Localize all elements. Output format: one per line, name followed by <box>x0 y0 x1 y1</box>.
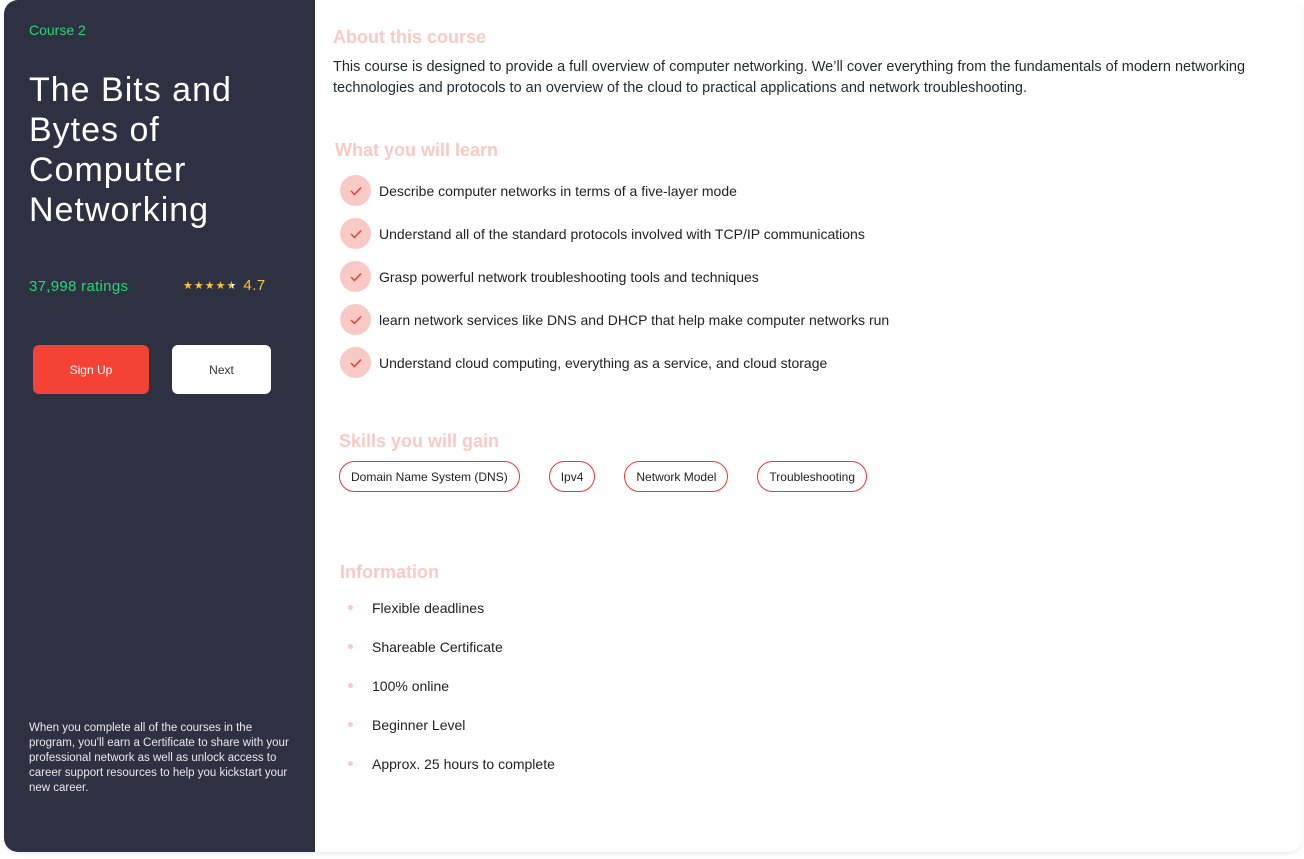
skills-title: Skills you will gain <box>339 431 500 451</box>
learn-item <box>340 212 889 255</box>
check-icon <box>340 218 371 249</box>
course-title: The Bits and Bytes of Computer Networking <box>29 71 232 229</box>
info-item <box>348 744 555 783</box>
about-title: About this course <box>333 27 487 47</box>
info-item <box>348 588 555 627</box>
learn-list <box>340 169 889 384</box>
check-icon <box>340 304 371 335</box>
bullet-icon <box>348 722 353 727</box>
course-sidebar <box>4 0 315 852</box>
check-icon <box>340 175 371 206</box>
about-text: This course is designed to provide a full overview of computer networking. We’ll cover everything from the fundamentals of modern networking technologies and protocols to an overview of the cloud to practical applications and network troubleshooting. <box>333 59 1246 96</box>
learn-item-text: learn network services like DNS and DHCP that help make computer networks run <box>379 311 890 328</box>
learn-item <box>340 298 889 341</box>
information-title: Information <box>340 562 439 582</box>
ratings-count: 37,998 ratings <box>29 278 129 295</box>
course-card <box>4 0 1302 852</box>
info-item <box>348 627 555 666</box>
bullet-icon <box>348 644 353 649</box>
course-details <box>315 0 1302 852</box>
info-item <box>348 666 555 705</box>
info-item-text: Approx. 25 hours to complete <box>372 755 555 772</box>
certificate-note: When you complete all of the courses in the program, you'll earn a Certificate to share with your professional network as well as unlock access to career support resources to help you kickstart your new career. <box>29 722 289 794</box>
bullet-icon <box>348 761 353 766</box>
info-item-text: Shareable Certificate <box>372 638 503 655</box>
info-item <box>348 705 555 744</box>
info-item-text: Flexible deadlines <box>372 599 485 616</box>
sign-up-button[interactable]: Sign Up <box>33 345 149 394</box>
next-button[interactable]: Next <box>172 345 271 394</box>
bullet-icon <box>348 605 353 610</box>
half-star-icon: ★ <box>226 280 237 292</box>
learn-item-text: Understand cloud computing, everything as a service, and cloud storage <box>379 354 828 371</box>
star-rating <box>183 277 266 294</box>
learn-item-text: Describe computer networks in terms of a five-layer mode <box>379 182 737 199</box>
star-icon: ★ <box>183 280 193 292</box>
skill-chip[interactable]: Troubleshooting <box>757 461 867 492</box>
skill-chip[interactable]: Domain Name System (DNS) <box>339 461 520 492</box>
star-icon: ★ <box>204 280 215 292</box>
skill-chip[interactable]: Ipv4 <box>549 461 596 492</box>
learn-item <box>340 169 889 212</box>
star-icon: ★ <box>215 280 226 292</box>
info-item-text: Beginner Level <box>372 716 466 733</box>
check-icon <box>340 347 371 378</box>
course-number-label: Course 2 <box>29 22 86 38</box>
star-icon: ★ <box>193 280 204 292</box>
bullet-icon <box>348 683 353 688</box>
skills-list <box>339 461 896 492</box>
learn-item <box>340 341 889 384</box>
information-list <box>348 588 555 783</box>
learn-item-text: Grasp powerful network troubleshooting tools and techniques <box>379 268 759 285</box>
learn-title: What you will learn <box>335 140 499 160</box>
check-icon <box>340 261 371 292</box>
skill-chip[interactable]: Network Model <box>624 461 728 492</box>
learn-item <box>340 255 889 298</box>
learn-item-text: Understand all of the standard protocols involved with TCP/IP communications <box>379 225 865 242</box>
info-item-text: 100% online <box>372 677 450 694</box>
rating-score: 4.7 <box>243 277 266 294</box>
